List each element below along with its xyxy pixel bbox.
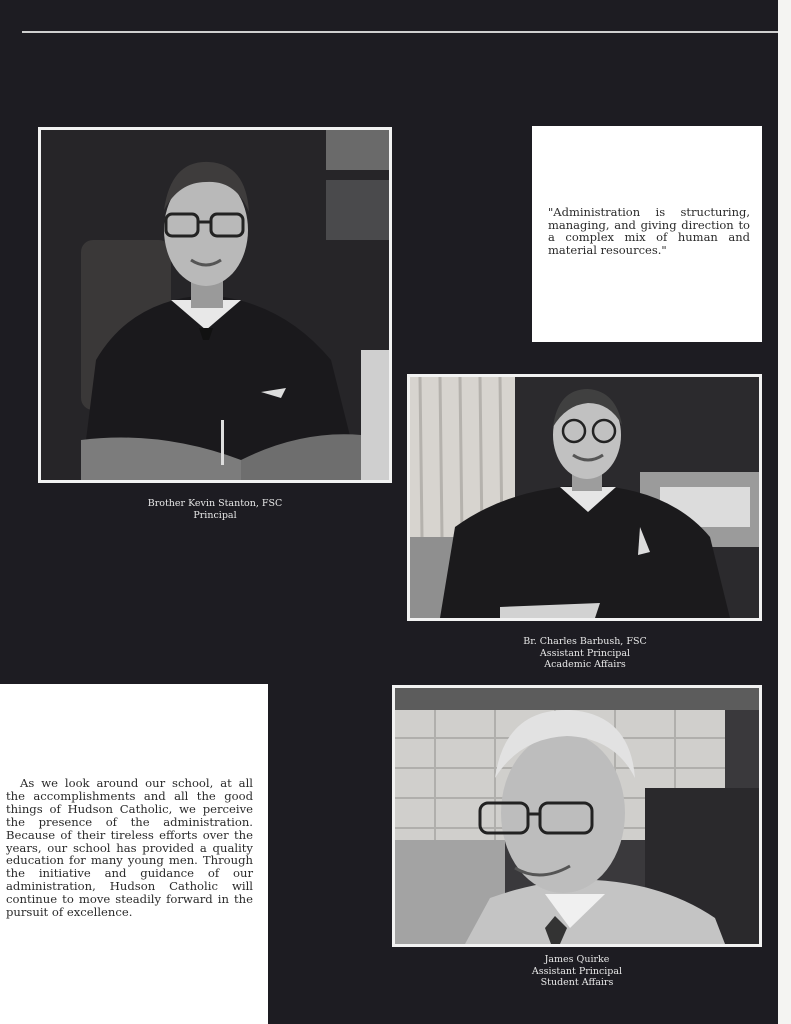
page-edge bbox=[778, 0, 791, 1024]
caption-area: Academic Affairs bbox=[544, 659, 626, 670]
caption-name: Br. Charles Barbush, FSC bbox=[523, 636, 647, 647]
caption-name: Brother Kevin Stanton, FSC bbox=[147, 498, 283, 509]
top-divider bbox=[22, 31, 778, 33]
portrait-image bbox=[41, 130, 389, 480]
text-panel bbox=[0, 684, 268, 1024]
caption-title: Assistant Principal bbox=[531, 965, 623, 977]
portrait-image bbox=[410, 377, 759, 618]
caption-name: James Quirke bbox=[544, 954, 610, 965]
photo-james-quirke bbox=[392, 685, 762, 947]
photo-kevin-stanton bbox=[38, 127, 392, 483]
caption-area: Student Affairs bbox=[540, 977, 614, 988]
caption-title: Principal bbox=[193, 509, 237, 521]
caption-charles-barbush bbox=[470, 636, 700, 671]
photo-charles-barbush bbox=[407, 374, 762, 621]
caption-kevin-stanton bbox=[100, 498, 330, 521]
quote-panel bbox=[532, 126, 762, 342]
caption-title: Assistant Principal bbox=[539, 647, 631, 659]
caption-james-quirke bbox=[462, 954, 692, 989]
portrait-image bbox=[395, 688, 759, 944]
body-paragraph: As we look around our school, at all the accomplishments and all the good things of Hudson Catholic, we perceive the presence of the administration. Because of their tireless efforts over the years, our school has provided a quality education for many young men. Through the initiative and guidance of our administration, Hudson Catholic will continue to move steadily forward in the pursuit of excellence. bbox=[6, 776, 253, 920]
quote-text: "Administration is structuring, managing, and giving direction to a complex mix of human and material resources." bbox=[548, 205, 750, 257]
